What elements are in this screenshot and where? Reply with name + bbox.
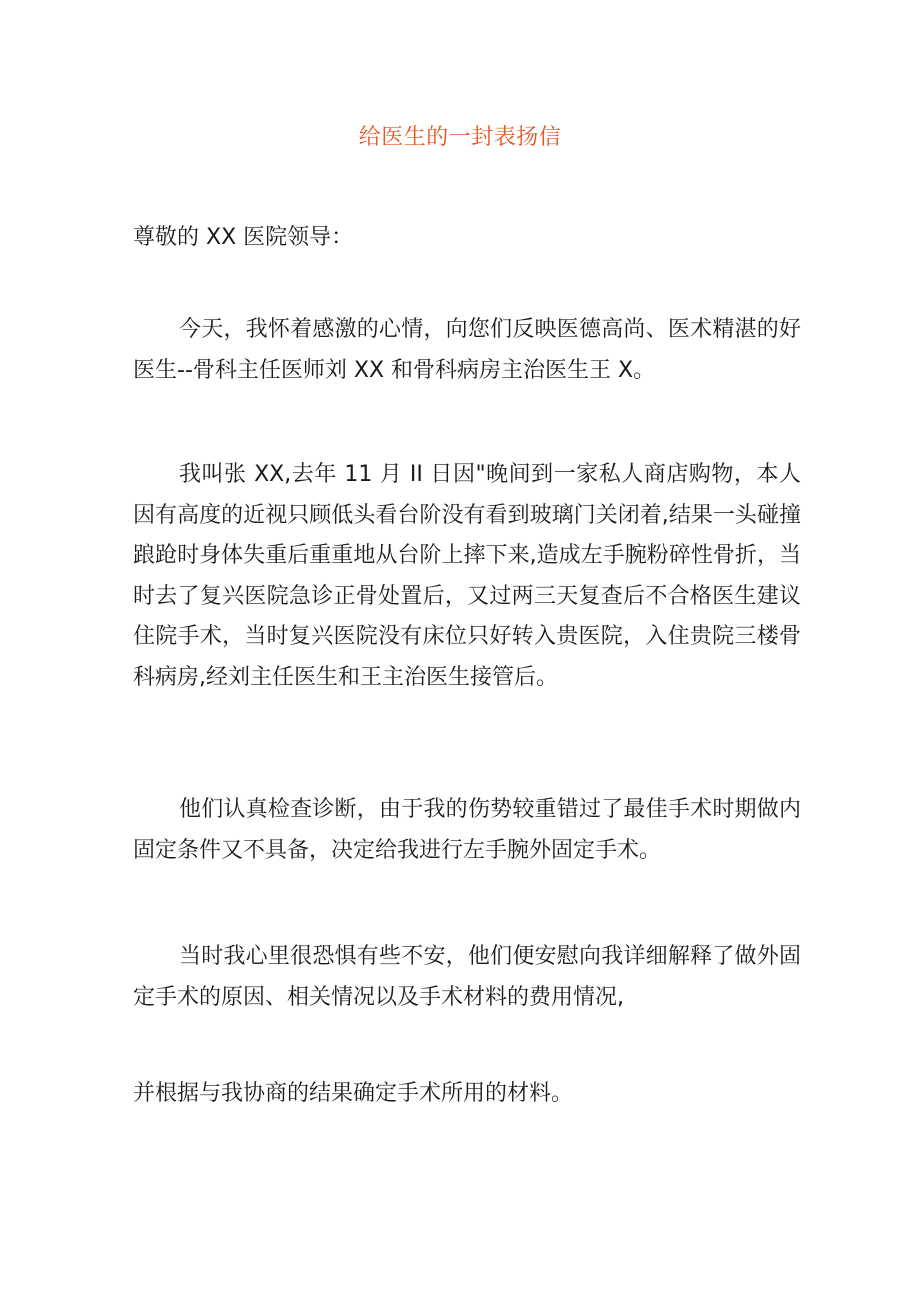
body-paragraph: 他们认真检查诊断，由于我的伤势较重错过了最佳手术时期做内固定条件又不具备，决定给我进行左手腕外固定手术。	[133, 797, 801, 863]
body-paragraph: 今天，我怀着感激的心情，向您们反映医德高尚、医术精湛的好医生--骨科主任医师刘 XX 和骨科病房主治医生王 X。	[133, 317, 801, 383]
body-paragraph: 并根据与我协商的结果确定手术所用的材料。	[133, 1081, 574, 1106]
salutation: 尊敬的 XX 医院领导：	[133, 225, 354, 250]
body-paragraph: 我叫张 XX,去年 11 月 II 日因"晚间到一家私人商店购物，本人因有高度的近视只顾低头看台阶没有看到玻璃门关闭着,结果一头碰撞踉跄时身体失重后重重地从台阶上摔下来,造成左手腕粉碎性骨折，当时去了复兴医院急诊正骨处置后，又过两三天复查后不合格医生建议住院手术，当时复兴医院没有床位只好转入贵医院，入住贵院三楼骨科病房,经刘主任医生和王主治医生接管后。	[133, 462, 801, 690]
body-paragraph: 当时我心里很恐惧有些不安，他们便安慰向我详细解释了做外固定手术的原因、相关情况以及手术材料的费用情况,	[133, 944, 801, 1010]
letter-title: 给医生的一封表扬信	[358, 125, 562, 150]
